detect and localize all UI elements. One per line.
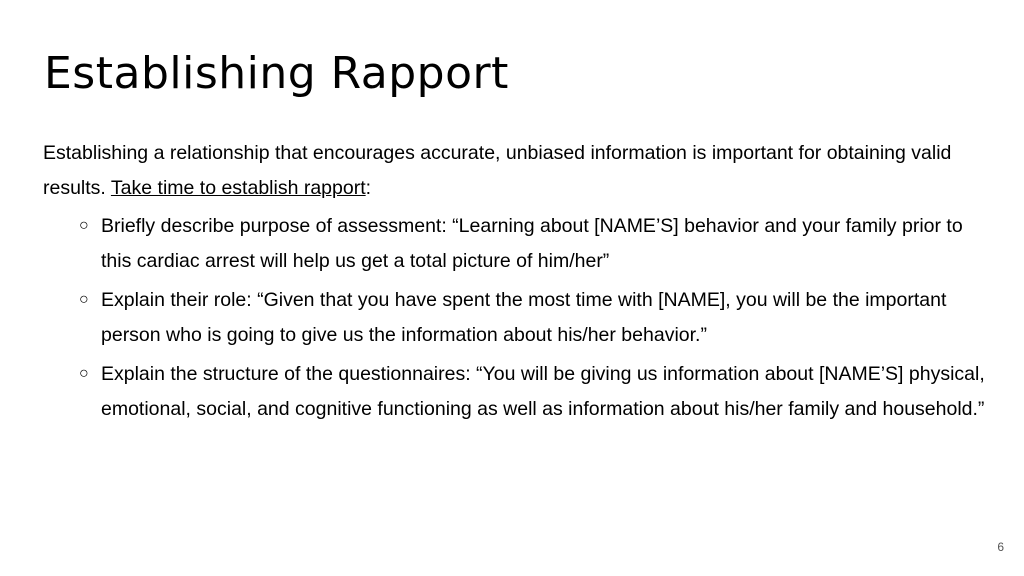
slide-body [43, 136, 988, 431]
intro-suffix: : [365, 176, 372, 199]
bullet-item-purpose [43, 209, 988, 278]
bullet-item-role [43, 283, 988, 352]
hollow-circle-bullet-icon: ○ [79, 217, 89, 234]
page-number: 6 [997, 540, 1004, 554]
rapport-link-text: Take time to establish rapport [110, 176, 366, 199]
bullet-text: Briefly describe purpose of assessment: “Learning about [NAME’S] behavior and your family prior to this cardiac arrest will help us get a total picture of him/her” [101, 215, 963, 272]
bullet-item-structure [43, 357, 988, 426]
intro-text: Establishing a relationship that encourages accurate, unbiased information is important for obtaining valid results. [43, 142, 952, 199]
bullet-list [43, 209, 988, 426]
bullet-text: Explain their role: “Given that you have spent the most time with [NAME], you will be the important person who is going to give us the information about his/her behavior.” [101, 289, 947, 346]
bullet-text: Explain the structure of the questionnaires: “You will be giving us information about [NAME’S] physical, emotional, social, and cognitive functioning as well as information about his/her family and household.” [101, 363, 985, 420]
intro-paragraph [43, 136, 988, 205]
hollow-circle-bullet-icon: ○ [79, 365, 89, 382]
hollow-circle-bullet-icon: ○ [79, 291, 89, 308]
slide-title: Establishing Rapport [44, 48, 509, 99]
